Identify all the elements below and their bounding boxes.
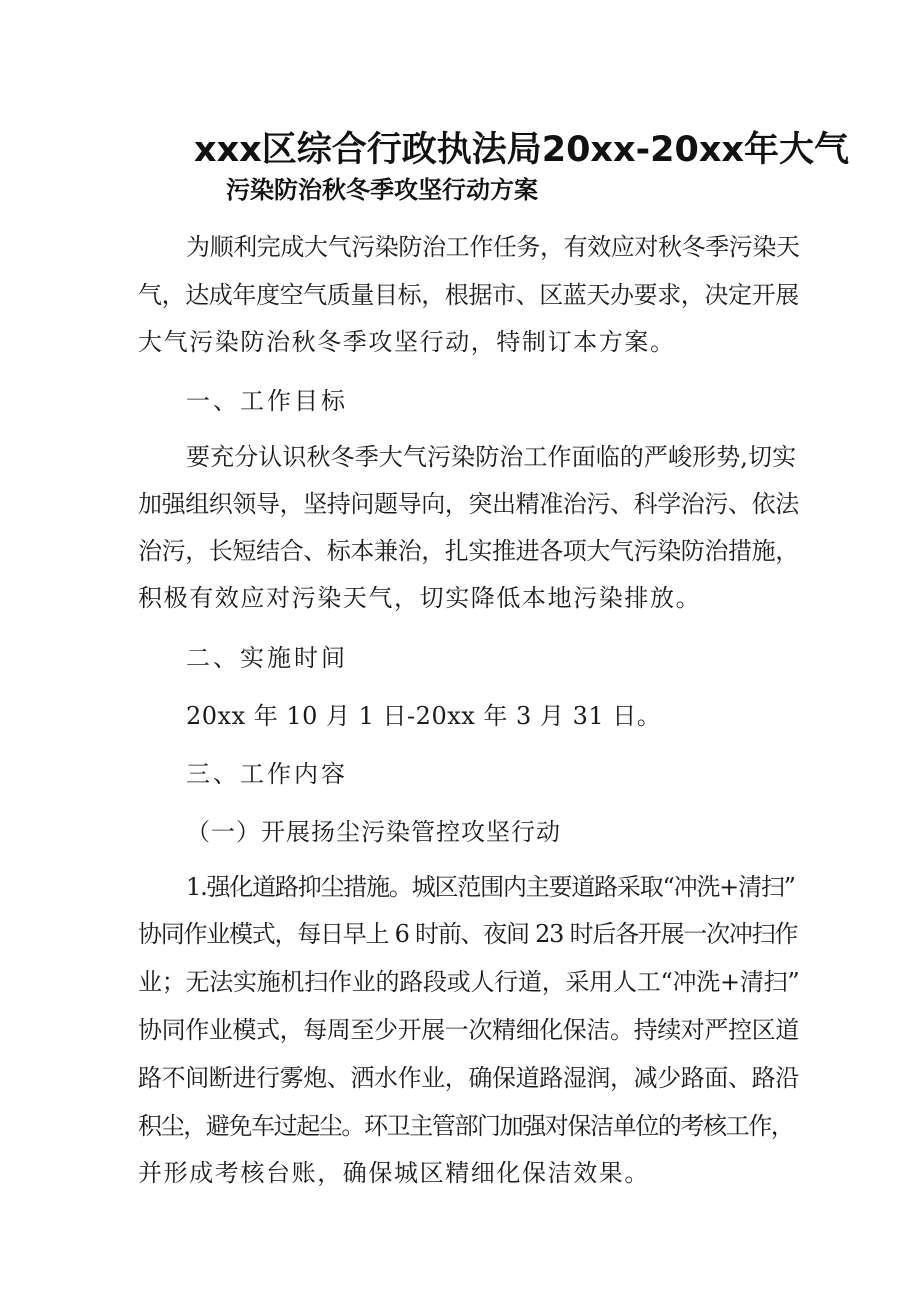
section-1-line-3: 治污，长短结合、标本兼治，扎实推进各项大气污染防治措施， — [138, 537, 799, 565]
item-1-line-7: 并形成考核台账，确保城区精细化保洁效果。 — [138, 1159, 650, 1187]
item-1-line-1: 1.强化道路抑尘措施。城区范围内主要道路采取“冲洗+清扫” — [186, 873, 795, 901]
document-title-line-2: 污染防治秋冬季攻坚行动方案 — [226, 176, 538, 204]
section-1-line-4: 积极有效应对污染天气，切实降低本地污染排放。 — [138, 584, 702, 612]
item-1-line-6: 积尘，避免车过起尘。环卫主管部门加强对保洁单位的考核工作， — [138, 1112, 794, 1140]
section-1-line-1: 要充分认识秋冬季大气污染防治工作面临的严峻形势,切实 — [186, 443, 797, 471]
section-1-line-2: 加强组织领导，坚持问题导向，突出精准治污、科学治污、依法 — [138, 490, 799, 518]
section-2-heading: 二、实施时间 — [186, 644, 348, 672]
item-1-line-5: 路不间断进行雾炮、洒水作业，确保道路湿润，减少路面、路沿 — [138, 1064, 799, 1092]
intro-line-2: 气，达成年度空气质量目标，根据市、区蓝天办要求，决定开展 — [138, 281, 799, 309]
intro-line-1: 为顺利完成大气污染防治工作任务，有效应对秋冬季污染天 — [186, 233, 800, 261]
section-3-subheading-1: （一）开展扬尘污染管控攻坚行动 — [186, 818, 561, 846]
document-title-line-1: xxx区综合行政执法局20xx-20xx年大气 — [194, 130, 849, 170]
intro-line-3: 大气污染防治秋冬季攻坚行动，特制订本方案。 — [138, 328, 676, 356]
section-3-heading: 三、工作内容 — [186, 760, 348, 788]
item-1-line-4: 协同作业模式，每周至少开展一次精细化保洁。持续对严控区道 — [138, 1016, 799, 1044]
item-1-line-3: 业；无法实施机扫作业的路段或人行道，采用人工“冲洗+清扫” — [138, 968, 800, 996]
section-1-heading: 一、工作目标 — [186, 387, 348, 415]
item-1-line-2: 协同作业模式，每日早上 6 时前、夜间 23 时后各开展一次冲扫作 — [138, 920, 798, 948]
section-2-dates: 20xx 年 10 月 1 日-20xx 年 3 月 31 日。 — [186, 702, 662, 730]
